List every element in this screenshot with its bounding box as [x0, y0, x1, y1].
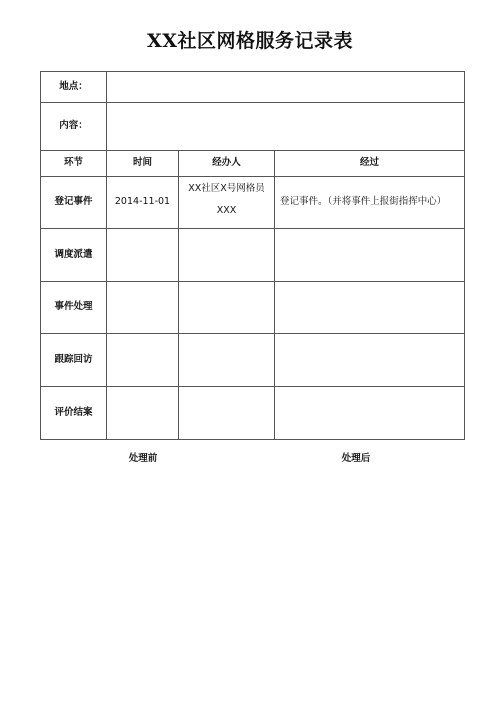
row-process: 登记事件。（并将事件上报街指挥中心）: [275, 177, 465, 229]
header-row: [41, 151, 465, 177]
row-handler: [179, 387, 275, 440]
row-handler-line1: XX社区X号网格员: [188, 183, 265, 194]
before-label: 处理前: [128, 453, 158, 464]
row-time: [107, 387, 179, 440]
header-time: 时间: [107, 151, 179, 177]
row-handler-line2: XXX: [216, 205, 237, 217]
row-process: [275, 282, 465, 334]
row-process: [275, 387, 465, 440]
row-stage: 事件处理: [41, 282, 107, 334]
row-stage: 登记事件: [41, 177, 107, 229]
content-value: [107, 103, 465, 151]
row-process: [275, 229, 465, 282]
row-handler: [179, 177, 275, 229]
row-time: [107, 229, 179, 282]
row-stage: 评价结案: [41, 387, 107, 440]
content-label: 内容：: [41, 103, 107, 151]
location-label: 地点：: [41, 72, 107, 103]
row-handler: [179, 282, 275, 334]
row-time: [107, 282, 179, 334]
location-row: [41, 72, 465, 103]
header-handler: 经办人: [179, 151, 275, 177]
record-table: [40, 71, 465, 440]
location-value: [107, 72, 465, 103]
content-row: [41, 103, 465, 151]
page-title: XX社区网格服务记录表: [147, 30, 353, 52]
table-row: [41, 282, 465, 334]
table-row: [41, 387, 465, 440]
table-row: [41, 177, 465, 229]
row-handler: [179, 334, 275, 387]
row-stage: 调度派遣: [41, 229, 107, 282]
row-process: [275, 334, 465, 387]
header-stage: 环节: [41, 151, 107, 177]
row-time: 2014-11-01: [107, 177, 179, 229]
table-row: [41, 229, 465, 282]
row-handler: [179, 229, 275, 282]
header-process: 经过: [275, 151, 465, 177]
row-stage: 跟踪回访: [41, 334, 107, 387]
after-label: 处理后: [341, 453, 371, 464]
row-time: [107, 334, 179, 387]
table-row: [41, 334, 465, 387]
